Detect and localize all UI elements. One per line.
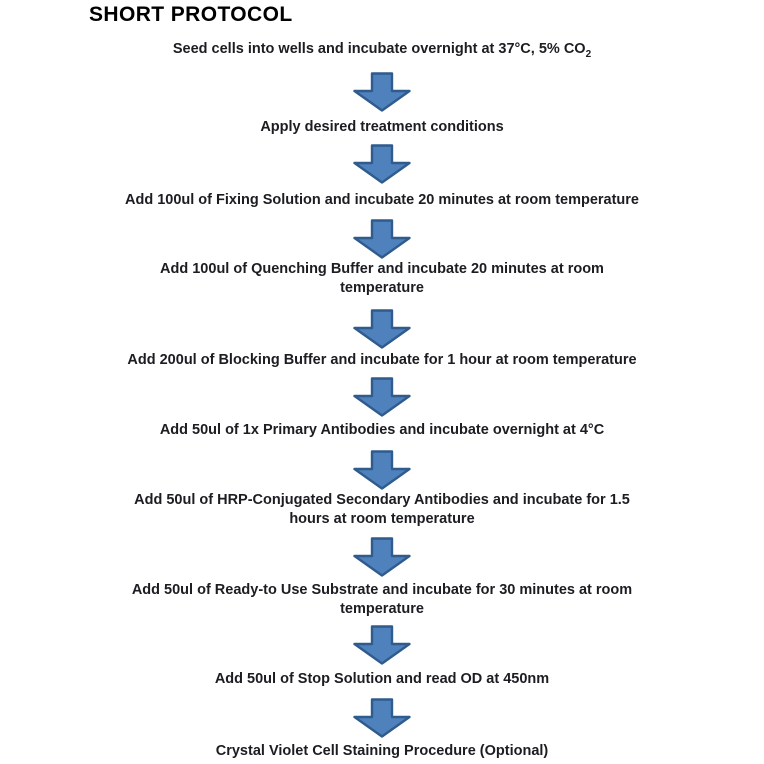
down-arrow-icon bbox=[351, 144, 413, 184]
protocol-step-1 bbox=[70, 40, 694, 59]
down-arrow-icon bbox=[351, 625, 413, 665]
protocol-step-10 bbox=[70, 742, 694, 761]
protocol-step-8 bbox=[70, 581, 694, 619]
protocol-step-5 bbox=[70, 351, 694, 370]
step-text-line: Seed cells into wells and incubate overnight at 37°C, 5% CO bbox=[172, 41, 586, 57]
down-arrow-icon bbox=[351, 450, 413, 490]
step-text-line: Add 50ul of Stop Solution and read OD at 450nm bbox=[214, 671, 550, 687]
page-title: SHORT PROTOCOL bbox=[89, 3, 293, 26]
subscript-2: 2 bbox=[585, 48, 592, 60]
protocol-step-3 bbox=[70, 191, 694, 210]
protocol-step-6 bbox=[70, 421, 694, 440]
step-text-line: hours at room temperature bbox=[289, 511, 475, 527]
down-arrow-icon bbox=[351, 309, 413, 349]
down-arrow-icon bbox=[351, 377, 413, 417]
protocol-step-7 bbox=[70, 491, 694, 529]
down-arrow-icon bbox=[351, 72, 413, 112]
step-text-line: Crystal Violet Cell Staining Procedure (Optional) bbox=[215, 743, 549, 759]
step-text-line: Add 100ul of Fixing Solution and incubate 20 minutes at room temperature bbox=[124, 192, 639, 208]
step-text-line: Add 50ul of HRP-Conjugated Secondary Antibodies and incubate for 1.5 bbox=[134, 492, 630, 508]
down-arrow-icon bbox=[351, 698, 413, 738]
protocol-step-2 bbox=[70, 118, 694, 137]
step-text-line: Apply desired treatment conditions bbox=[260, 119, 504, 135]
down-arrow-icon bbox=[351, 219, 413, 259]
protocol-step-9 bbox=[70, 670, 694, 689]
step-text-line: temperature bbox=[340, 280, 424, 296]
step-text-line: Add 200ul of Blocking Buffer and incubate for 1 hour at room temperature bbox=[127, 352, 637, 368]
down-arrow-icon bbox=[351, 537, 413, 577]
protocol-step-4 bbox=[70, 260, 694, 298]
step-text-line: Add 50ul of Ready-to Use Substrate and incubate for 30 minutes at room bbox=[131, 582, 633, 598]
step-text-line: Add 100ul of Quenching Buffer and incubate 20 minutes at room bbox=[160, 261, 604, 277]
step-text-line: temperature bbox=[340, 601, 424, 617]
step-text-line: Add 50ul of 1x Primary Antibodies and incubate overnight at 4°C bbox=[159, 422, 605, 438]
